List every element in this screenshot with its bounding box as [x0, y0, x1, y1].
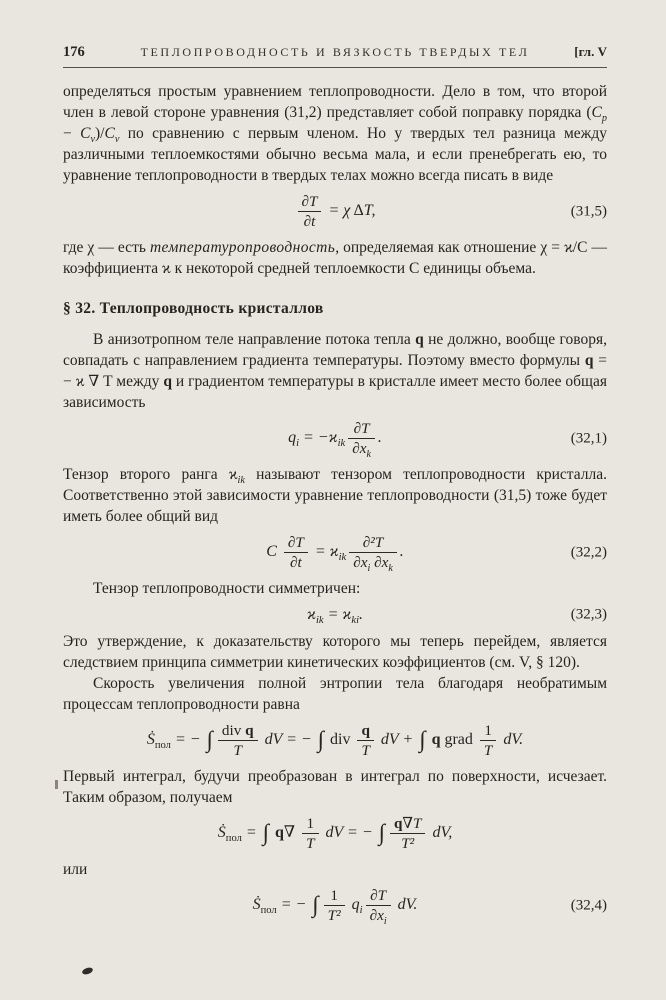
- fraction: [218, 722, 258, 759]
- fraction: [366, 887, 391, 928]
- fraction-denominator: T²: [324, 905, 345, 924]
- fraction-numerator: ∂T: [353, 420, 370, 438]
- subscript: v: [90, 134, 96, 146]
- paragraph-tensor-rank: [63, 464, 607, 527]
- fraction: [480, 722, 496, 759]
- vector-q: q: [427, 731, 441, 749]
- paragraph-first-integral: Первый интеграл, будучи преобразован в интеграл по поверхности, исчезает. Таким образом, получаем: [63, 768, 607, 807]
- text-run: не должно, вообще говоря, совпадать с направлением градиента температуры. Поэтому вместо формулы: [63, 331, 607, 370]
- scan-artifact-tick: [55, 780, 58, 789]
- text-run: = ϰ: [323, 606, 352, 624]
- text-run: определяться простым уравнением теплопроводности. Дело в том, что второй член в левой стороне уравнения (31,2) представляет собой поправку порядка (: [63, 83, 607, 121]
- subscript: k: [388, 563, 393, 575]
- operator: div: [326, 731, 355, 749]
- vector-q: q: [271, 824, 284, 842]
- text-run: = − ϰ ∇ T между: [63, 352, 607, 391]
- text-run: dV = −: [321, 824, 377, 842]
- text-run: = −ϰ: [299, 429, 338, 447]
- variable: Ṡ: [252, 896, 261, 914]
- fraction-denominator: ∂t: [284, 552, 308, 571]
- equation-32-2: [63, 527, 607, 578]
- fraction-numerator: ∂T: [287, 534, 304, 552]
- paragraph-anisotropic: [63, 329, 607, 413]
- subscript: ik: [338, 552, 347, 564]
- page-header: [63, 44, 607, 68]
- text-run: = ϰ: [310, 543, 339, 561]
- equation-32-1: [63, 413, 607, 464]
- fraction-numerator: q: [361, 722, 370, 740]
- fraction: [324, 887, 345, 924]
- fraction: [298, 193, 322, 230]
- variable: Ṡ: [146, 731, 155, 749]
- text-run: В анизотропном теле направление потока тепла: [93, 331, 416, 349]
- integral-sign: ∫: [206, 727, 213, 754]
- text-run: dV.: [393, 896, 418, 914]
- variable: C: [591, 104, 602, 121]
- fraction-denominator: T²: [390, 833, 426, 852]
- fraction-numerator: ∂T: [370, 887, 387, 905]
- fraction-denominator: [349, 552, 397, 575]
- fraction-denominator: [366, 905, 391, 928]
- subscript: p: [601, 113, 607, 125]
- variable: Ṡ: [217, 824, 226, 842]
- subscript: k: [366, 449, 371, 461]
- integral-sign: ∫: [378, 820, 385, 847]
- paragraph-entropy-rate: Скорость увеличения полной энтропии тела благодаря необратимым процессам теплопроводности равна: [63, 675, 607, 714]
- page-body: [63, 81, 607, 931]
- subscript: ki: [351, 615, 360, 627]
- text-run: = −: [276, 896, 311, 914]
- equation-number: (32,3): [570, 606, 607, 623]
- fraction: [302, 815, 318, 852]
- equation-32-3: [63, 599, 607, 631]
- fraction: [348, 420, 375, 461]
- subscript: i: [383, 916, 387, 928]
- subscript: ik: [315, 615, 324, 627]
- text-run: =: [241, 824, 261, 842]
- variable: C: [80, 125, 91, 142]
- word-or: или: [63, 861, 88, 879]
- integral-sign: ∫: [312, 892, 319, 919]
- text-run: где χ — есть: [63, 239, 150, 257]
- nabla-operator: ∇: [283, 824, 300, 842]
- text-run: по сравнению с первым членом. Но у твердых тел разница между различными теплоемкостями обычно весьма мала, и если пренебрегать ею, то уравнение теплопроводности в твердых телах можно всегда писать в виде: [63, 125, 608, 184]
- fraction-numerator: ∂T: [301, 193, 318, 210]
- equation-number: (32,4): [570, 897, 607, 914]
- vector-q: q: [584, 352, 594, 370]
- variable: ∂x: [369, 907, 384, 925]
- subscript: i: [296, 438, 299, 450]
- subscript: i: [359, 905, 363, 917]
- equation-body: [217, 815, 453, 853]
- fraction-denominator: T: [480, 740, 496, 759]
- text-run: = χ: [324, 202, 351, 220]
- variable: C: [266, 543, 281, 561]
- chapter-ref: [гл. V: [574, 44, 607, 59]
- subscript: ik: [237, 475, 245, 487]
- fraction-numerator: 1: [306, 815, 315, 833]
- text-run: = −: [170, 731, 205, 749]
- running-title: ТЕПЛОПРОВОДНОСТЬ И ВЯЗКОСТЬ ТВЕРДЫХ ТЕЛ: [140, 45, 530, 59]
- variable: C: [104, 125, 115, 142]
- text-run: Тензор второго ранга ϰ: [63, 466, 238, 484]
- fraction-denominator: [348, 438, 375, 461]
- fraction-numerator: [218, 722, 258, 740]
- equation-body: [288, 420, 382, 461]
- fraction-numerator: 1: [484, 722, 492, 740]
- fraction-denominator: T: [302, 833, 318, 852]
- subscript: i: [367, 563, 371, 575]
- equation-body: [295, 193, 376, 231]
- subscript: ik: [337, 438, 346, 450]
- text-run: .: [359, 606, 364, 624]
- equation-entropy-1: [63, 715, 607, 766]
- fraction-numerator: ∂²T: [362, 534, 384, 552]
- fraction-numerator: 1: [330, 887, 338, 905]
- variable: ϰ: [306, 606, 316, 624]
- equation-entropy-2: [63, 808, 607, 859]
- equation-31-5: [63, 186, 607, 237]
- text-run: −: [63, 125, 81, 142]
- variable: q: [288, 429, 297, 447]
- variable: q: [347, 896, 360, 914]
- paragraph-continuation: [63, 81, 607, 186]
- operator: grad: [440, 731, 477, 749]
- fraction-numerator: [390, 815, 426, 833]
- scan-artifact-blob: [81, 966, 93, 975]
- variable: T: [413, 815, 422, 833]
- variable: T,: [363, 202, 376, 220]
- equation-body: [306, 606, 364, 627]
- text-run: dV,: [428, 824, 453, 842]
- integral-sign: ∫: [317, 727, 325, 754]
- equation-body: [266, 534, 404, 575]
- equation-number: (31,5): [570, 203, 607, 220]
- fraction-denominator: T: [357, 740, 373, 759]
- equation-number: (32,1): [570, 430, 607, 447]
- operator: div: [221, 722, 246, 740]
- subscript: v: [114, 134, 120, 146]
- text-run: )/: [95, 125, 105, 142]
- vector-q: q: [393, 815, 403, 833]
- nabla-operator: ∇: [402, 815, 414, 833]
- paragraph-tensor-symmetric: Тензор теплопроводности симметричен:: [93, 580, 361, 598]
- text-run: dV.: [499, 731, 524, 749]
- variable: ∂x: [370, 554, 389, 572]
- text-run: называют тензором теплопроводности кристалла. Соответственно этой зависимости уравнение теплопроводности (31,5) тоже будет иметь более общий вид: [63, 466, 608, 526]
- fraction: [357, 722, 373, 759]
- variable: ∂x: [353, 554, 368, 572]
- text-run: dV = −: [260, 731, 316, 749]
- italic-term: температуропроводность: [149, 239, 336, 257]
- vector-q: q: [163, 373, 172, 391]
- page-number: 176: [63, 44, 85, 60]
- fraction: [284, 534, 308, 571]
- subscript: пол: [260, 905, 277, 917]
- equation-number: (32,2): [570, 544, 607, 561]
- text-run: dV +: [376, 731, 418, 749]
- equation-body: [146, 722, 524, 760]
- fraction-denominator: ∂t: [298, 211, 322, 230]
- delta-operator: Δ: [350, 202, 364, 220]
- text-run: .: [399, 543, 404, 561]
- vector-q: q: [415, 331, 424, 349]
- text-run: , определяемая как отношение χ = ϰ/C — коэффициента ϰ к некоторой средней теплоемкости C единицы объема.: [63, 239, 607, 278]
- fraction: [390, 815, 426, 852]
- text-run: и градиентом температуры в кристалле имеет место более общая зависимость: [63, 373, 607, 412]
- equation-body: [252, 887, 418, 928]
- variable: ∂x: [352, 440, 367, 458]
- subscript: пол: [154, 740, 171, 752]
- subscript: пол: [225, 833, 242, 845]
- vector-q: q: [245, 722, 254, 740]
- fraction-denominator: T: [218, 740, 258, 759]
- integral-sign: ∫: [262, 820, 269, 847]
- equation-32-4: [63, 880, 607, 931]
- paragraph-symmetry-proof: Это утверждение, к доказательству которого мы теперь перейдем, является следствием принципа симметрии кинетических коэффициентов (см. V, § 120).: [63, 633, 607, 672]
- paragraph-chi-definition: [63, 237, 607, 279]
- section-32-heading: § 32. Теплопроводность кристаллов: [63, 300, 324, 318]
- text-run: .: [377, 429, 382, 447]
- fraction: [349, 534, 397, 575]
- integral-sign: ∫: [419, 727, 426, 754]
